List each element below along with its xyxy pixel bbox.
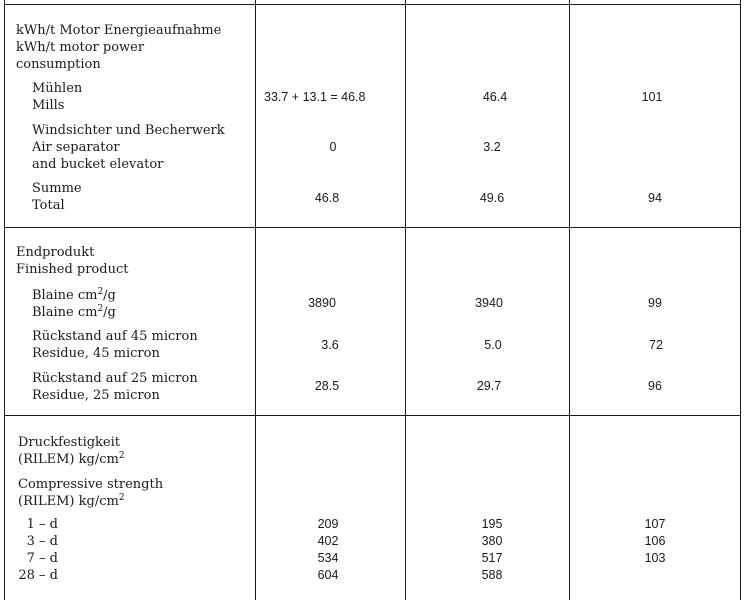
total-col1: 46.8 <box>314 191 340 205</box>
energy-header-line-1: kWh/t Motor Energieaufnahme <box>16 23 222 38</box>
residue45-col1: 3.6 <box>321 338 339 352</box>
residue25-col2: 29.7 <box>476 379 502 393</box>
residue45-label-en: Residue, 45 micron <box>32 346 160 361</box>
column-divider-2 <box>405 0 406 600</box>
mills-label-en: Mills <box>32 98 65 113</box>
blaine-col1: 3890 <box>308 296 336 310</box>
total-label-en: Total <box>32 198 65 213</box>
strength-3d-col2: 380 <box>481 534 503 548</box>
separator-col1: 0 <box>329 140 337 154</box>
mills-col2: 46.4 <box>482 90 508 104</box>
separator-col2: 3.2 <box>483 140 501 154</box>
strength-1d-col2: 195 <box>481 517 503 531</box>
strength-7d-col2: 517 <box>481 551 503 565</box>
residue25-label-en: Residue, 25 micron <box>32 388 160 403</box>
strength-1d-col3: 107 <box>644 517 666 531</box>
residue45-col3: 72 <box>649 338 663 352</box>
table-top-rule <box>4 4 741 5</box>
table-border-right <box>740 0 741 600</box>
mills-label-de: Mühlen <box>32 81 83 96</box>
separator-label-en-1: Air separator <box>32 140 120 155</box>
total-label-de: Summe <box>32 181 82 196</box>
section-rule-1 <box>4 227 741 228</box>
column-divider-3 <box>569 0 570 600</box>
residue45-label-de: Rückstand auf 45 micron <box>32 329 198 344</box>
total-col3: 94 <box>648 191 662 205</box>
residue45-col2: 5.0 <box>484 338 502 352</box>
blaine-label-en: Blaine $cm^2/g$ <box>32 304 116 320</box>
strength-header-en-2: (RILEM) $kg/cm^2$ <box>18 493 125 509</box>
strength-age-1d: 1 – d <box>26 517 58 532</box>
energy-header-line-3: consumption <box>16 57 101 72</box>
strength-3d-col1: 402 <box>317 534 339 548</box>
residue25-col1: 28.5 <box>314 379 340 393</box>
strength-28d-col1: 604 <box>317 568 339 582</box>
strength-age-3d: 3 – d <box>26 534 58 549</box>
mills-col1: 33.7 + 13.1 = 46.8 <box>264 90 366 104</box>
separator-label-en-2: and bucket elevator <box>32 157 164 172</box>
residue25-label-de: Rückstand auf 25 micron <box>32 371 198 386</box>
section-rule-2 <box>4 415 741 416</box>
separator-label-de: Windsichter und Becherwerk <box>32 123 225 138</box>
product-header-line-1: Endprodukt <box>16 245 95 260</box>
strength-age-28d: 28 – d <box>18 568 58 583</box>
table-border-left <box>4 0 5 600</box>
energy-header-line-2: kWh/t motor power <box>16 40 145 55</box>
strength-header-de-2: (RILEM) $kg/cm^2$ <box>18 451 125 467</box>
strength-header-en-1: Compressive strength <box>18 477 164 492</box>
column-divider-1 <box>255 0 256 600</box>
product-header-line-2: Finished product <box>16 262 129 277</box>
strength-7d-col3: 103 <box>644 551 666 565</box>
blaine-col3: 99 <box>648 296 662 310</box>
residue25-col3: 96 <box>648 379 662 393</box>
blaine-col2: 3940 <box>475 296 503 310</box>
strength-1d-col1: 209 <box>317 517 339 531</box>
strength-28d-col2: 588 <box>481 568 503 582</box>
strength-age-7d: 7 – d <box>26 551 58 566</box>
blaine-label-de: Blaine $cm^2/g$ <box>32 287 116 303</box>
total-col2: 49.6 <box>479 191 505 205</box>
strength-3d-col3: 106 <box>644 534 666 548</box>
mills-col3: 101 <box>641 90 663 104</box>
strength-7d-col1: 534 <box>317 551 339 565</box>
strength-header-de-1: Druckfestigkeit <box>18 435 121 450</box>
